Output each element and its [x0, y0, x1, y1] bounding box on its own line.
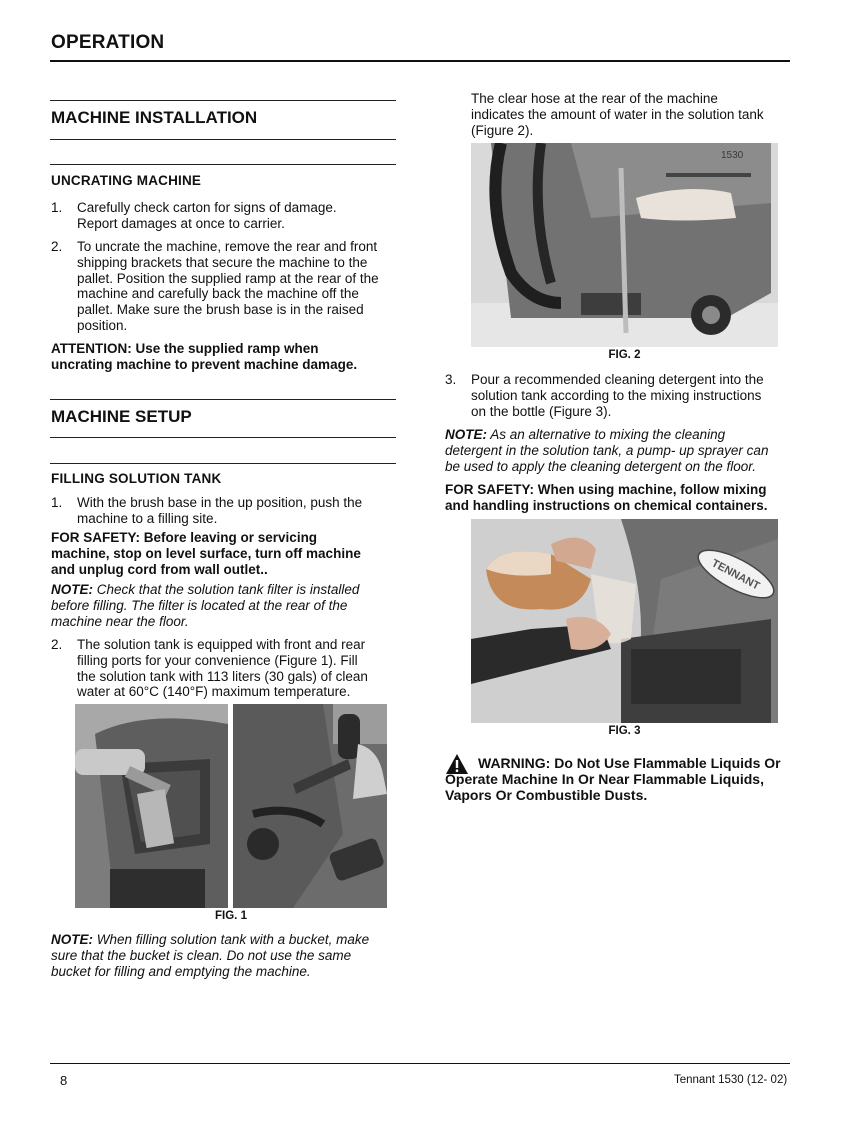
text-line: before filling. The filter is located at the rear of the — [51, 597, 348, 613]
text-line: machine to a filling site. — [77, 510, 218, 526]
text-line: Operate Machine In Or Near Flammable Liquids, — [445, 770, 764, 787]
text-line: bucket for filling and emptying the machine. — [51, 963, 311, 979]
text-line: Carefully check carton for signs of damage. — [77, 200, 337, 215]
text-line: shipping brackets that secure the machine to the — [77, 254, 368, 270]
text-line: on the bottle (Figure 3). — [471, 403, 612, 419]
tennant-logo-text: TENNANT — [709, 557, 762, 593]
text-line: and unplug cord from wall outlet.. — [51, 561, 268, 577]
figure-3-photo — [471, 519, 778, 723]
machine-installation-heading: MACHINE INSTALLATION — [51, 108, 258, 127]
text-line: be used to apply the cleaning detergent on the floor. — [445, 458, 756, 474]
step-number: 2. — [51, 239, 63, 254]
document-id: Tennant 1530 (12- 02) — [674, 1074, 788, 1086]
divider — [50, 437, 396, 438]
safety-notice — [51, 530, 361, 577]
text-line: the solution tank with 113 liters (30 gals) of clean — [77, 668, 368, 684]
text-line: Vapors Or Combustible Dusts. — [445, 786, 648, 803]
text-line: pallet. Position the supplied ramp at the rear of the — [77, 270, 379, 286]
safety-notice — [445, 482, 768, 514]
divider — [50, 463, 396, 464]
figure-2-caption: FIG. 2 — [608, 349, 641, 361]
note-label: NOTE: — [445, 427, 487, 442]
text-line: (Figure 2). — [471, 122, 534, 138]
text-line: machine and carefully back the machine off the — [77, 286, 359, 302]
text-line: The solution tank is equipped with front and rear — [77, 637, 366, 652]
text-line: Report damages at once to carrier. — [77, 215, 285, 231]
flammable-warning — [445, 756, 781, 803]
divider — [50, 100, 396, 101]
page-title: OPERATION — [51, 32, 165, 53]
figure-1a-photo — [75, 704, 228, 908]
text-line: water at 60°C (140°F) maximum temperature. — [77, 684, 351, 700]
figure-1-caption: FIG. 1 — [215, 910, 247, 922]
divider — [50, 399, 396, 400]
header-rule — [50, 60, 790, 62]
note-label: NOTE: — [51, 932, 93, 947]
text-line: filling ports for your convenience (Figure 1). Fill — [77, 652, 358, 668]
clear-hose-intro — [471, 91, 764, 138]
text-line: and handling instructions on chemical containers. — [445, 497, 768, 513]
text-line: position. — [77, 317, 128, 333]
text-line: FOR SAFETY: Before leaving or servicing — [51, 530, 318, 545]
text-line: With the brush base in the up position, push the — [77, 495, 363, 510]
text-line: uncrating machine to prevent machine damage. — [51, 356, 358, 372]
step-number: 3. — [445, 372, 457, 387]
text-line: sure that the bucket is clean. Do not use the same — [51, 947, 352, 963]
uncrating-heading: UNCRATING MACHINE — [51, 173, 202, 188]
text-line: indicates the amount of water in the solution tank — [471, 106, 764, 122]
machine-setup-heading: MACHINE SETUP — [51, 407, 192, 426]
text-line: FOR SAFETY: When using machine, follow mixing — [445, 482, 767, 497]
divider — [50, 139, 396, 140]
text-line: machine, stop on level surface, turn off machine — [51, 545, 361, 561]
note-label: NOTE: — [51, 582, 93, 597]
figure-3-caption: FIG. 3 — [608, 725, 641, 737]
text-line: When filling solution tank with a bucket, make — [93, 932, 370, 947]
text-line: Check that the solution tank filter is installed — [93, 582, 360, 597]
note-sprayer — [445, 427, 768, 474]
text-line: pallet. Make sure the brush base is in the raised — [77, 302, 364, 318]
page-number: 8 — [60, 1073, 68, 1088]
text-line: solution tank according to the mixing instructions — [471, 387, 762, 403]
step-number: 1. — [51, 495, 63, 510]
divider — [50, 164, 396, 165]
step-number: 1. — [51, 200, 63, 215]
filling-heading: FILLING SOLUTION TANK — [51, 471, 222, 486]
figure-2-photo — [471, 143, 778, 347]
text-line: As an alternative to mixing the cleaning — [487, 427, 726, 442]
attention-notice — [51, 341, 357, 373]
note-bucket — [51, 932, 369, 979]
text-line: detergent in the solution tank, a pump- up sprayer can — [445, 442, 769, 458]
figure-1b-photo — [233, 704, 387, 908]
note-filter — [51, 582, 359, 629]
model-label: 1530 — [721, 150, 744, 161]
text-line: To uncrate the machine, remove the rear and front — [77, 239, 378, 254]
text-line: WARNING: Do Not Use Flammable Liquids Or — [478, 755, 781, 771]
text-line: machine near the floor. — [51, 613, 189, 629]
text-line: Pour a recommended cleaning detergent into the — [471, 372, 764, 387]
text-line: ATTENTION: Use the supplied ramp when — [51, 341, 319, 356]
text-line: The clear hose at the rear of the machine — [471, 91, 718, 106]
footer-rule — [50, 1063, 790, 1064]
step-number: 2. — [51, 637, 63, 652]
